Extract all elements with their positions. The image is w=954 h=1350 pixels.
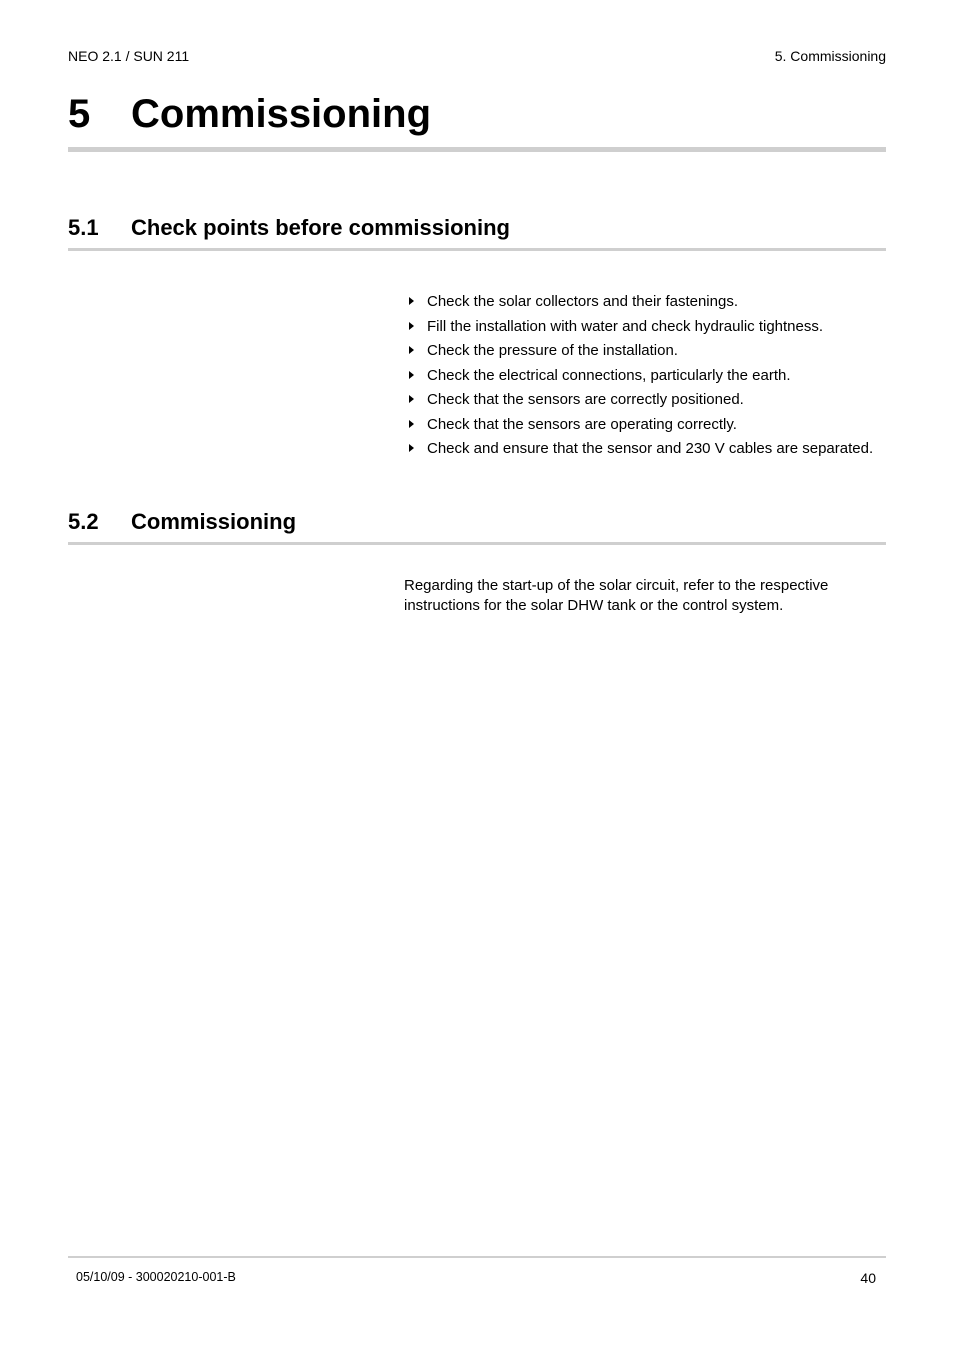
section-2-title-text: Commissioning: [131, 509, 297, 534]
triangle-bullet-icon: [409, 395, 414, 403]
header-product: NEO 2.1 / SUN 211: [68, 48, 190, 64]
triangle-bullet-icon: [409, 297, 414, 305]
page-number: 40: [860, 1270, 876, 1286]
section-1-rule: [68, 248, 886, 251]
footer-doc-ref: 05/10/09 - 300020210-001-B: [76, 1270, 236, 1284]
footer-rule: [68, 1256, 886, 1258]
triangle-bullet-icon: [409, 444, 414, 452]
header-section: 5. Commissioning: [774, 48, 886, 64]
checkpoint-list: [404, 292, 886, 464]
triangle-bullet-icon: [409, 420, 414, 428]
section-2-rule: [68, 542, 886, 545]
list-item: Fill the installation with water and check hydraulic tightness.: [404, 317, 886, 337]
section-2-title: [68, 508, 296, 536]
chapter-number: 5: [68, 92, 91, 136]
triangle-bullet-icon: [409, 322, 414, 330]
section-1-title-text: Check points before commissioning: [131, 215, 510, 240]
chapter-rule: [68, 147, 886, 152]
section-1-number: 5.1: [68, 215, 99, 240]
list-item: Check that the sensors are operating correctly.: [404, 415, 886, 435]
list-item: Check that the sensors are correctly positioned.: [404, 390, 886, 410]
triangle-bullet-icon: [409, 371, 414, 379]
chapter-title: [68, 88, 431, 140]
list-item: Check and ensure that the sensor and 230 V cables are separated.: [404, 439, 886, 459]
section-1-title: [68, 214, 510, 242]
list-item: Check the solar collectors and their fastenings.: [404, 292, 886, 312]
section-2-number: 5.2: [68, 509, 99, 534]
list-item: Check the pressure of the installation.: [404, 341, 886, 361]
section-2-paragraph: Regarding the start-up of the solar circuit, refer to the respective instructions for the solar DHW tank or the control system.: [404, 577, 829, 614]
triangle-bullet-icon: [409, 346, 414, 354]
list-item: Check the electrical connections, particularly the earth.: [404, 366, 886, 386]
chapter-title-text: Commissioning: [131, 92, 432, 136]
